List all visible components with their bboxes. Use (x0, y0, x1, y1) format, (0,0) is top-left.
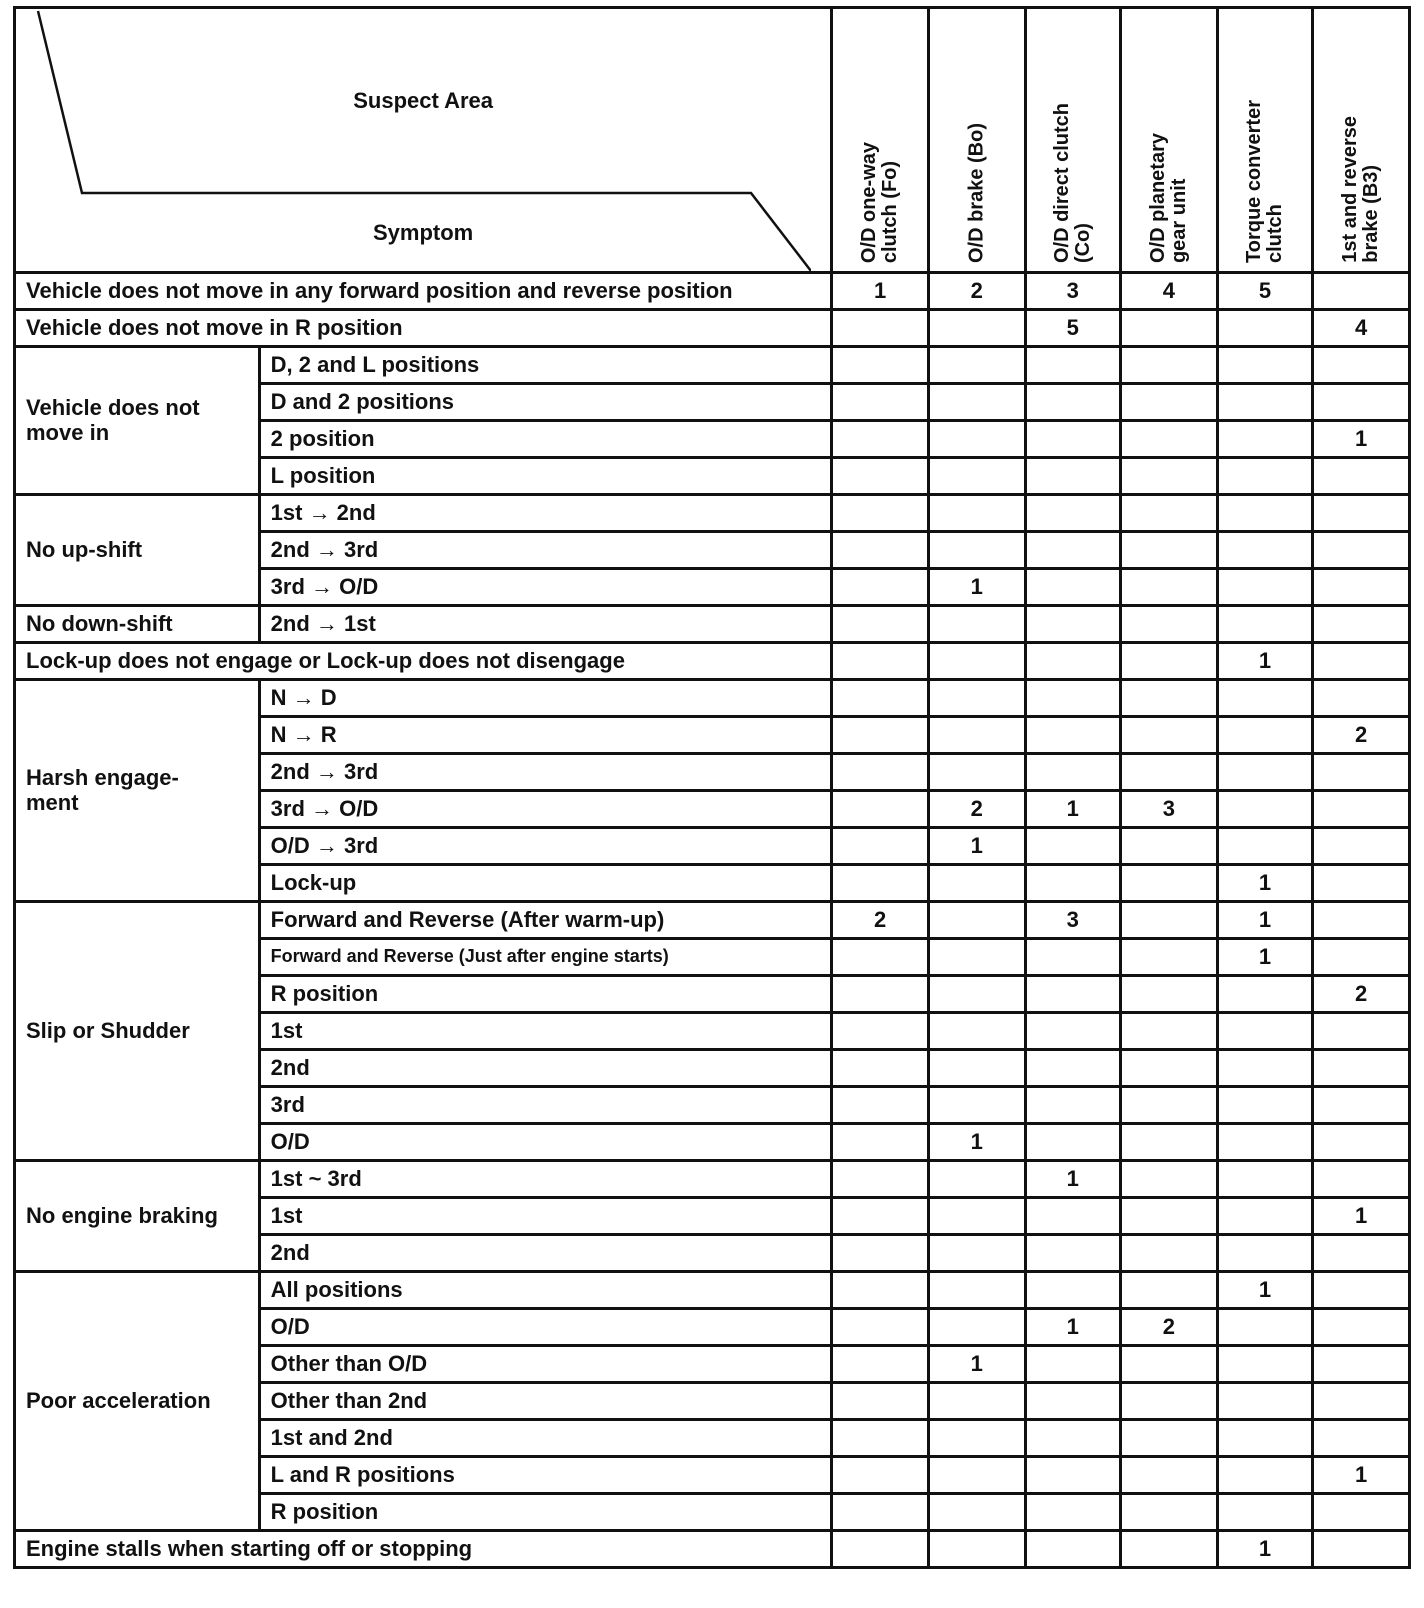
value-cell (1217, 1124, 1313, 1161)
value-cell (1025, 1346, 1121, 1383)
value-cell (1025, 1494, 1121, 1531)
column-header-od-brake (928, 8, 1025, 273)
symptom-label: Engine stalls when starting off or stopping (15, 1531, 832, 1568)
value-cell (1313, 606, 1410, 643)
symptom-group-label (15, 495, 260, 606)
value-cell (832, 1346, 929, 1383)
value-cell (1121, 421, 1218, 458)
symptom-condition-label: O/D → 3rd (259, 828, 832, 865)
value-cell (1121, 902, 1218, 939)
value-cell (1121, 1420, 1218, 1457)
value-cell (1217, 1161, 1313, 1198)
value-cell (928, 1383, 1025, 1420)
symptom-condition-label: 1st and 2nd (259, 1420, 832, 1457)
symptom-label: Vehicle does not move in R position (15, 310, 832, 347)
value-cell (928, 532, 1025, 569)
table-row (15, 902, 1410, 939)
value-cell (928, 1272, 1025, 1309)
symptom-condition-label: R position (259, 976, 832, 1013)
symptom-group-text: Vehicle does not move in (26, 395, 200, 445)
value-cell (928, 1531, 1025, 1568)
value-cell (1025, 939, 1121, 976)
value-cell (1025, 606, 1121, 643)
symptom-group-text: Harsh engage- (26, 765, 179, 791)
symptom-group-label (15, 1272, 260, 1531)
value-cell (928, 1198, 1025, 1235)
value-cell: 5 (1025, 310, 1121, 347)
value-cell (1217, 680, 1313, 717)
value-cell (832, 1124, 929, 1161)
value-cell (1121, 1124, 1218, 1161)
value-cell (1313, 347, 1410, 384)
symptom-condition-label: 3rd → O/D (259, 569, 832, 606)
value-cell: 1 (1313, 1457, 1410, 1494)
symptom-group-label (15, 902, 260, 1161)
symptom-condition-label: 1st (259, 1198, 832, 1235)
table-row (15, 273, 1410, 310)
table-row (15, 310, 1410, 347)
value-cell (1313, 273, 1410, 310)
value-cell (928, 495, 1025, 532)
value-cell (928, 717, 1025, 754)
value-cell (928, 310, 1025, 347)
value-cell (1025, 384, 1121, 421)
value-cell (1025, 1457, 1121, 1494)
column-header-od-one-way-clutch (832, 8, 929, 273)
value-cell (1217, 1013, 1313, 1050)
symptom-condition-label: 2nd → 1st (259, 606, 832, 643)
symptom-condition-label: 1st (259, 1013, 832, 1050)
value-cell: 2 (1313, 976, 1410, 1013)
value-cell (832, 1235, 929, 1272)
value-cell (1025, 643, 1121, 680)
value-cell (1121, 310, 1218, 347)
value-cell (1121, 569, 1218, 606)
value-cell (1121, 458, 1218, 495)
value-cell (1313, 569, 1410, 606)
value-cell (832, 643, 929, 680)
value-cell (1313, 1087, 1410, 1124)
value-cell: 2 (928, 273, 1025, 310)
value-cell (1313, 532, 1410, 569)
value-cell (832, 828, 929, 865)
value-cell (1313, 1309, 1410, 1346)
symptom-condition-label: Lock-up (259, 865, 832, 902)
value-cell (1121, 384, 1218, 421)
value-cell: 1 (1217, 902, 1313, 939)
symptom-condition-label: N → R (259, 717, 832, 754)
symptom-condition-label: R position (259, 1494, 832, 1531)
value-cell (1313, 1235, 1410, 1272)
value-cell (1217, 828, 1313, 865)
table-body (15, 273, 1410, 1568)
value-cell (1217, 1050, 1313, 1087)
value-cell (1025, 754, 1121, 791)
value-cell: 3 (1025, 273, 1121, 310)
header-diagonal-cell (15, 8, 832, 273)
value-cell (1313, 1272, 1410, 1309)
value-cell (1313, 643, 1410, 680)
value-cell (1025, 680, 1121, 717)
value-cell (1217, 1198, 1313, 1235)
symptom-condition-label: L and R positions (259, 1457, 832, 1494)
value-cell: 5 (1217, 273, 1313, 310)
value-cell (832, 495, 929, 532)
value-cell (832, 1420, 929, 1457)
troubleshooting-table-container (13, 6, 1411, 1569)
symptom-condition-label: 1st → 2nd (259, 495, 832, 532)
symptom-label: Symptom (373, 220, 474, 245)
column-header-1st-reverse-brake (1313, 8, 1410, 273)
value-cell (1313, 1346, 1410, 1383)
value-cell (1217, 717, 1313, 754)
value-cell: 1 (1313, 421, 1410, 458)
value-cell (832, 939, 929, 976)
value-cell: 3 (1121, 791, 1218, 828)
value-cell: 4 (1121, 273, 1218, 310)
value-cell (1121, 865, 1218, 902)
symptom-group-label (15, 680, 260, 902)
table-row (15, 1531, 1410, 1568)
value-cell (1025, 1383, 1121, 1420)
value-cell: 1 (832, 273, 929, 310)
value-cell (1217, 532, 1313, 569)
value-cell (1121, 1457, 1218, 1494)
value-cell (1313, 791, 1410, 828)
value-cell (832, 680, 929, 717)
value-cell (1121, 1346, 1218, 1383)
value-cell (928, 1420, 1025, 1457)
value-cell (1025, 1198, 1121, 1235)
value-cell (1217, 347, 1313, 384)
value-cell (1217, 1346, 1313, 1383)
symptom-group-text: No up-shift (26, 536, 143, 562)
column-header-label: O/D brake (Bo) (965, 122, 988, 263)
value-cell (1313, 680, 1410, 717)
symptom-group-label (15, 347, 260, 495)
symptom-condition-label: 2nd (259, 1050, 832, 1087)
value-cell (928, 976, 1025, 1013)
value-cell (1217, 1087, 1313, 1124)
value-cell (1313, 384, 1410, 421)
value-cell: 1 (1025, 791, 1121, 828)
value-cell (1121, 1383, 1218, 1420)
table-row (15, 643, 1410, 680)
value-cell (1121, 976, 1218, 1013)
value-cell (1313, 828, 1410, 865)
value-cell: 3 (1025, 902, 1121, 939)
value-cell (1025, 865, 1121, 902)
value-cell (928, 902, 1025, 939)
value-cell (1217, 1309, 1313, 1346)
value-cell (1217, 458, 1313, 495)
value-cell (1025, 1013, 1121, 1050)
symptom-condition-label: Forward and Reverse (After warm-up) (259, 902, 832, 939)
value-cell (832, 384, 929, 421)
value-cell (928, 1013, 1025, 1050)
value-cell (1025, 347, 1121, 384)
value-cell (1025, 569, 1121, 606)
value-cell (832, 865, 929, 902)
value-cell: 1 (1217, 865, 1313, 902)
value-cell (1217, 606, 1313, 643)
table-row (15, 606, 1410, 643)
suspect-area-label: Suspect Area (353, 88, 494, 113)
value-cell (832, 1309, 929, 1346)
symptom-condition-label: 2nd → 3rd (259, 532, 832, 569)
column-header-label: Torque converter clutch (1243, 100, 1287, 263)
value-cell: 1 (928, 1346, 1025, 1383)
value-cell (928, 421, 1025, 458)
value-cell (928, 1457, 1025, 1494)
value-cell (1217, 495, 1313, 532)
table-row (15, 680, 1410, 717)
symptom-condition-label: 3rd (259, 1087, 832, 1124)
value-cell (1313, 754, 1410, 791)
value-cell (928, 754, 1025, 791)
value-cell (1121, 495, 1218, 532)
value-cell (1217, 976, 1313, 1013)
value-cell (1313, 1161, 1410, 1198)
value-cell (928, 1235, 1025, 1272)
value-cell: 2 (1313, 717, 1410, 754)
value-cell: 2 (1121, 1309, 1218, 1346)
value-cell (1217, 310, 1313, 347)
value-cell (1313, 495, 1410, 532)
value-cell (1025, 1124, 1121, 1161)
table-row (15, 1161, 1410, 1198)
value-cell: 1 (1217, 1272, 1313, 1309)
value-cell (1313, 1531, 1410, 1568)
value-cell (1121, 1161, 1218, 1198)
value-cell: 1 (928, 1124, 1025, 1161)
symptom-label: Vehicle does not move in any forward position and reverse position (15, 273, 832, 310)
value-cell (832, 458, 929, 495)
column-header-label: O/D direct clutch (Co) (1050, 102, 1094, 263)
value-cell (928, 458, 1025, 495)
value-cell (1121, 606, 1218, 643)
value-cell (928, 865, 1025, 902)
column-header-torque-converter-clutch (1217, 8, 1313, 273)
value-cell: 1 (928, 828, 1025, 865)
value-cell (1313, 1383, 1410, 1420)
value-cell (1025, 976, 1121, 1013)
symptom-condition-label: L position (259, 458, 832, 495)
symptom-condition-label: 2nd → 3rd (259, 754, 832, 791)
value-cell (1121, 643, 1218, 680)
value-cell (1121, 939, 1218, 976)
symptom-group-text: Slip or Shudder (26, 1017, 190, 1043)
value-cell: 1 (1217, 939, 1313, 976)
symptom-condition-label: All positions (259, 1272, 832, 1309)
value-cell (928, 939, 1025, 976)
value-cell (928, 1050, 1025, 1087)
value-cell (1025, 1050, 1121, 1087)
value-cell (1025, 532, 1121, 569)
value-cell (832, 1161, 929, 1198)
symptom-condition-label: D and 2 positions (259, 384, 832, 421)
value-cell (832, 754, 929, 791)
value-cell (1025, 421, 1121, 458)
value-cell: 1 (1025, 1309, 1121, 1346)
symptom-condition-label: O/D (259, 1124, 832, 1161)
value-cell (1217, 421, 1313, 458)
value-cell (1313, 1050, 1410, 1087)
value-cell (928, 1494, 1025, 1531)
value-cell (832, 1457, 929, 1494)
value-cell (832, 976, 929, 1013)
value-cell (1313, 458, 1410, 495)
value-cell (832, 1383, 929, 1420)
value-cell (1217, 1494, 1313, 1531)
value-cell (832, 1494, 929, 1531)
value-cell: 4 (1313, 310, 1410, 347)
symptom-condition-label: 3rd → O/D (259, 791, 832, 828)
symptom-condition-label: Other than O/D (259, 1346, 832, 1383)
symptom-group-text: No engine braking (26, 1202, 218, 1228)
value-cell: 2 (832, 902, 929, 939)
value-cell (928, 1087, 1025, 1124)
header-row (15, 8, 1410, 273)
value-cell (1313, 1124, 1410, 1161)
symptom-group-label (15, 1161, 260, 1272)
value-cell (1121, 1013, 1218, 1050)
symptom-label: Lock-up does not engage or Lock-up does not disengage (15, 643, 832, 680)
value-cell (832, 532, 929, 569)
column-header-od-direct-clutch (1025, 8, 1121, 273)
troubleshooting-table (13, 6, 1411, 1569)
value-cell: 1 (1217, 643, 1313, 680)
value-cell (1313, 1420, 1410, 1457)
value-cell (1025, 495, 1121, 532)
value-cell: 1 (928, 569, 1025, 606)
value-cell (832, 347, 929, 384)
value-cell (1121, 1050, 1218, 1087)
value-cell (1121, 754, 1218, 791)
value-cell (928, 384, 1025, 421)
value-cell (832, 1272, 929, 1309)
symptom-condition-label: O/D (259, 1309, 832, 1346)
value-cell (1217, 384, 1313, 421)
value-cell (1313, 1013, 1410, 1050)
value-cell: 1 (1313, 1198, 1410, 1235)
value-cell (832, 569, 929, 606)
table-row (15, 347, 1410, 384)
value-cell (1121, 717, 1218, 754)
value-cell (832, 310, 929, 347)
value-cell (1217, 791, 1313, 828)
value-cell (1217, 1235, 1313, 1272)
column-header-od-planetary-gear (1121, 8, 1218, 273)
value-cell (832, 717, 929, 754)
value-cell (1313, 1494, 1410, 1531)
value-cell (1121, 1235, 1218, 1272)
value-cell (1313, 865, 1410, 902)
value-cell (832, 606, 929, 643)
value-cell (1121, 347, 1218, 384)
column-header-label: 1st and reverse brake (B3) (1339, 116, 1383, 263)
value-cell (832, 1013, 929, 1050)
symptom-condition-label: Other than 2nd (259, 1383, 832, 1420)
value-cell (928, 347, 1025, 384)
value-cell (1025, 1235, 1121, 1272)
value-cell (1025, 717, 1121, 754)
value-cell (928, 1309, 1025, 1346)
value-cell (928, 606, 1025, 643)
value-cell (1121, 1198, 1218, 1235)
value-cell (928, 1161, 1025, 1198)
value-cell (1313, 902, 1410, 939)
value-cell (1025, 1087, 1121, 1124)
value-cell (1121, 1272, 1218, 1309)
value-cell: 2 (928, 791, 1025, 828)
value-cell (1121, 1494, 1218, 1531)
symptom-group-label (15, 606, 260, 643)
value-cell (1025, 1420, 1121, 1457)
value-cell (928, 643, 1025, 680)
value-cell (1025, 1272, 1121, 1309)
symptom-group-text: No down-shift (26, 610, 173, 636)
value-cell (1217, 1457, 1313, 1494)
value-cell (928, 680, 1025, 717)
value-cell (832, 421, 929, 458)
value-cell (1217, 1420, 1313, 1457)
value-cell: 1 (1025, 1161, 1121, 1198)
symptom-condition-label: 1st ~ 3rd (259, 1161, 832, 1198)
symptom-condition-label: 2 position (259, 421, 832, 458)
symptom-group-text: ment (26, 789, 79, 815)
value-cell (1025, 828, 1121, 865)
value-cell (1121, 1531, 1218, 1568)
value-cell (832, 1050, 929, 1087)
value-cell (832, 791, 929, 828)
symptom-condition-label: N → D (259, 680, 832, 717)
value-cell (1121, 680, 1218, 717)
value-cell (1121, 828, 1218, 865)
value-cell (832, 1198, 929, 1235)
value-cell (1025, 458, 1121, 495)
symptom-group-text: Poor acceleration (26, 1387, 211, 1413)
table-row (15, 495, 1410, 532)
symptom-condition-label: D, 2 and L positions (259, 347, 832, 384)
symptom-condition-label: 2nd (259, 1235, 832, 1272)
value-cell (1217, 1383, 1313, 1420)
symptom-condition-label: Forward and Reverse (Just after engine starts) (259, 939, 832, 976)
value-cell (832, 1087, 929, 1124)
value-cell (1025, 1531, 1121, 1568)
value-cell (1217, 754, 1313, 791)
table-row (15, 1272, 1410, 1309)
value-cell (1313, 939, 1410, 976)
column-header-label: O/D one-way clutch (Fo) (858, 141, 902, 263)
value-cell: 1 (1217, 1531, 1313, 1568)
value-cell (1121, 532, 1218, 569)
value-cell (1217, 569, 1313, 606)
value-cell (1121, 1087, 1218, 1124)
value-cell (832, 1531, 929, 1568)
column-header-label: O/D planetary gear unit (1146, 132, 1190, 263)
